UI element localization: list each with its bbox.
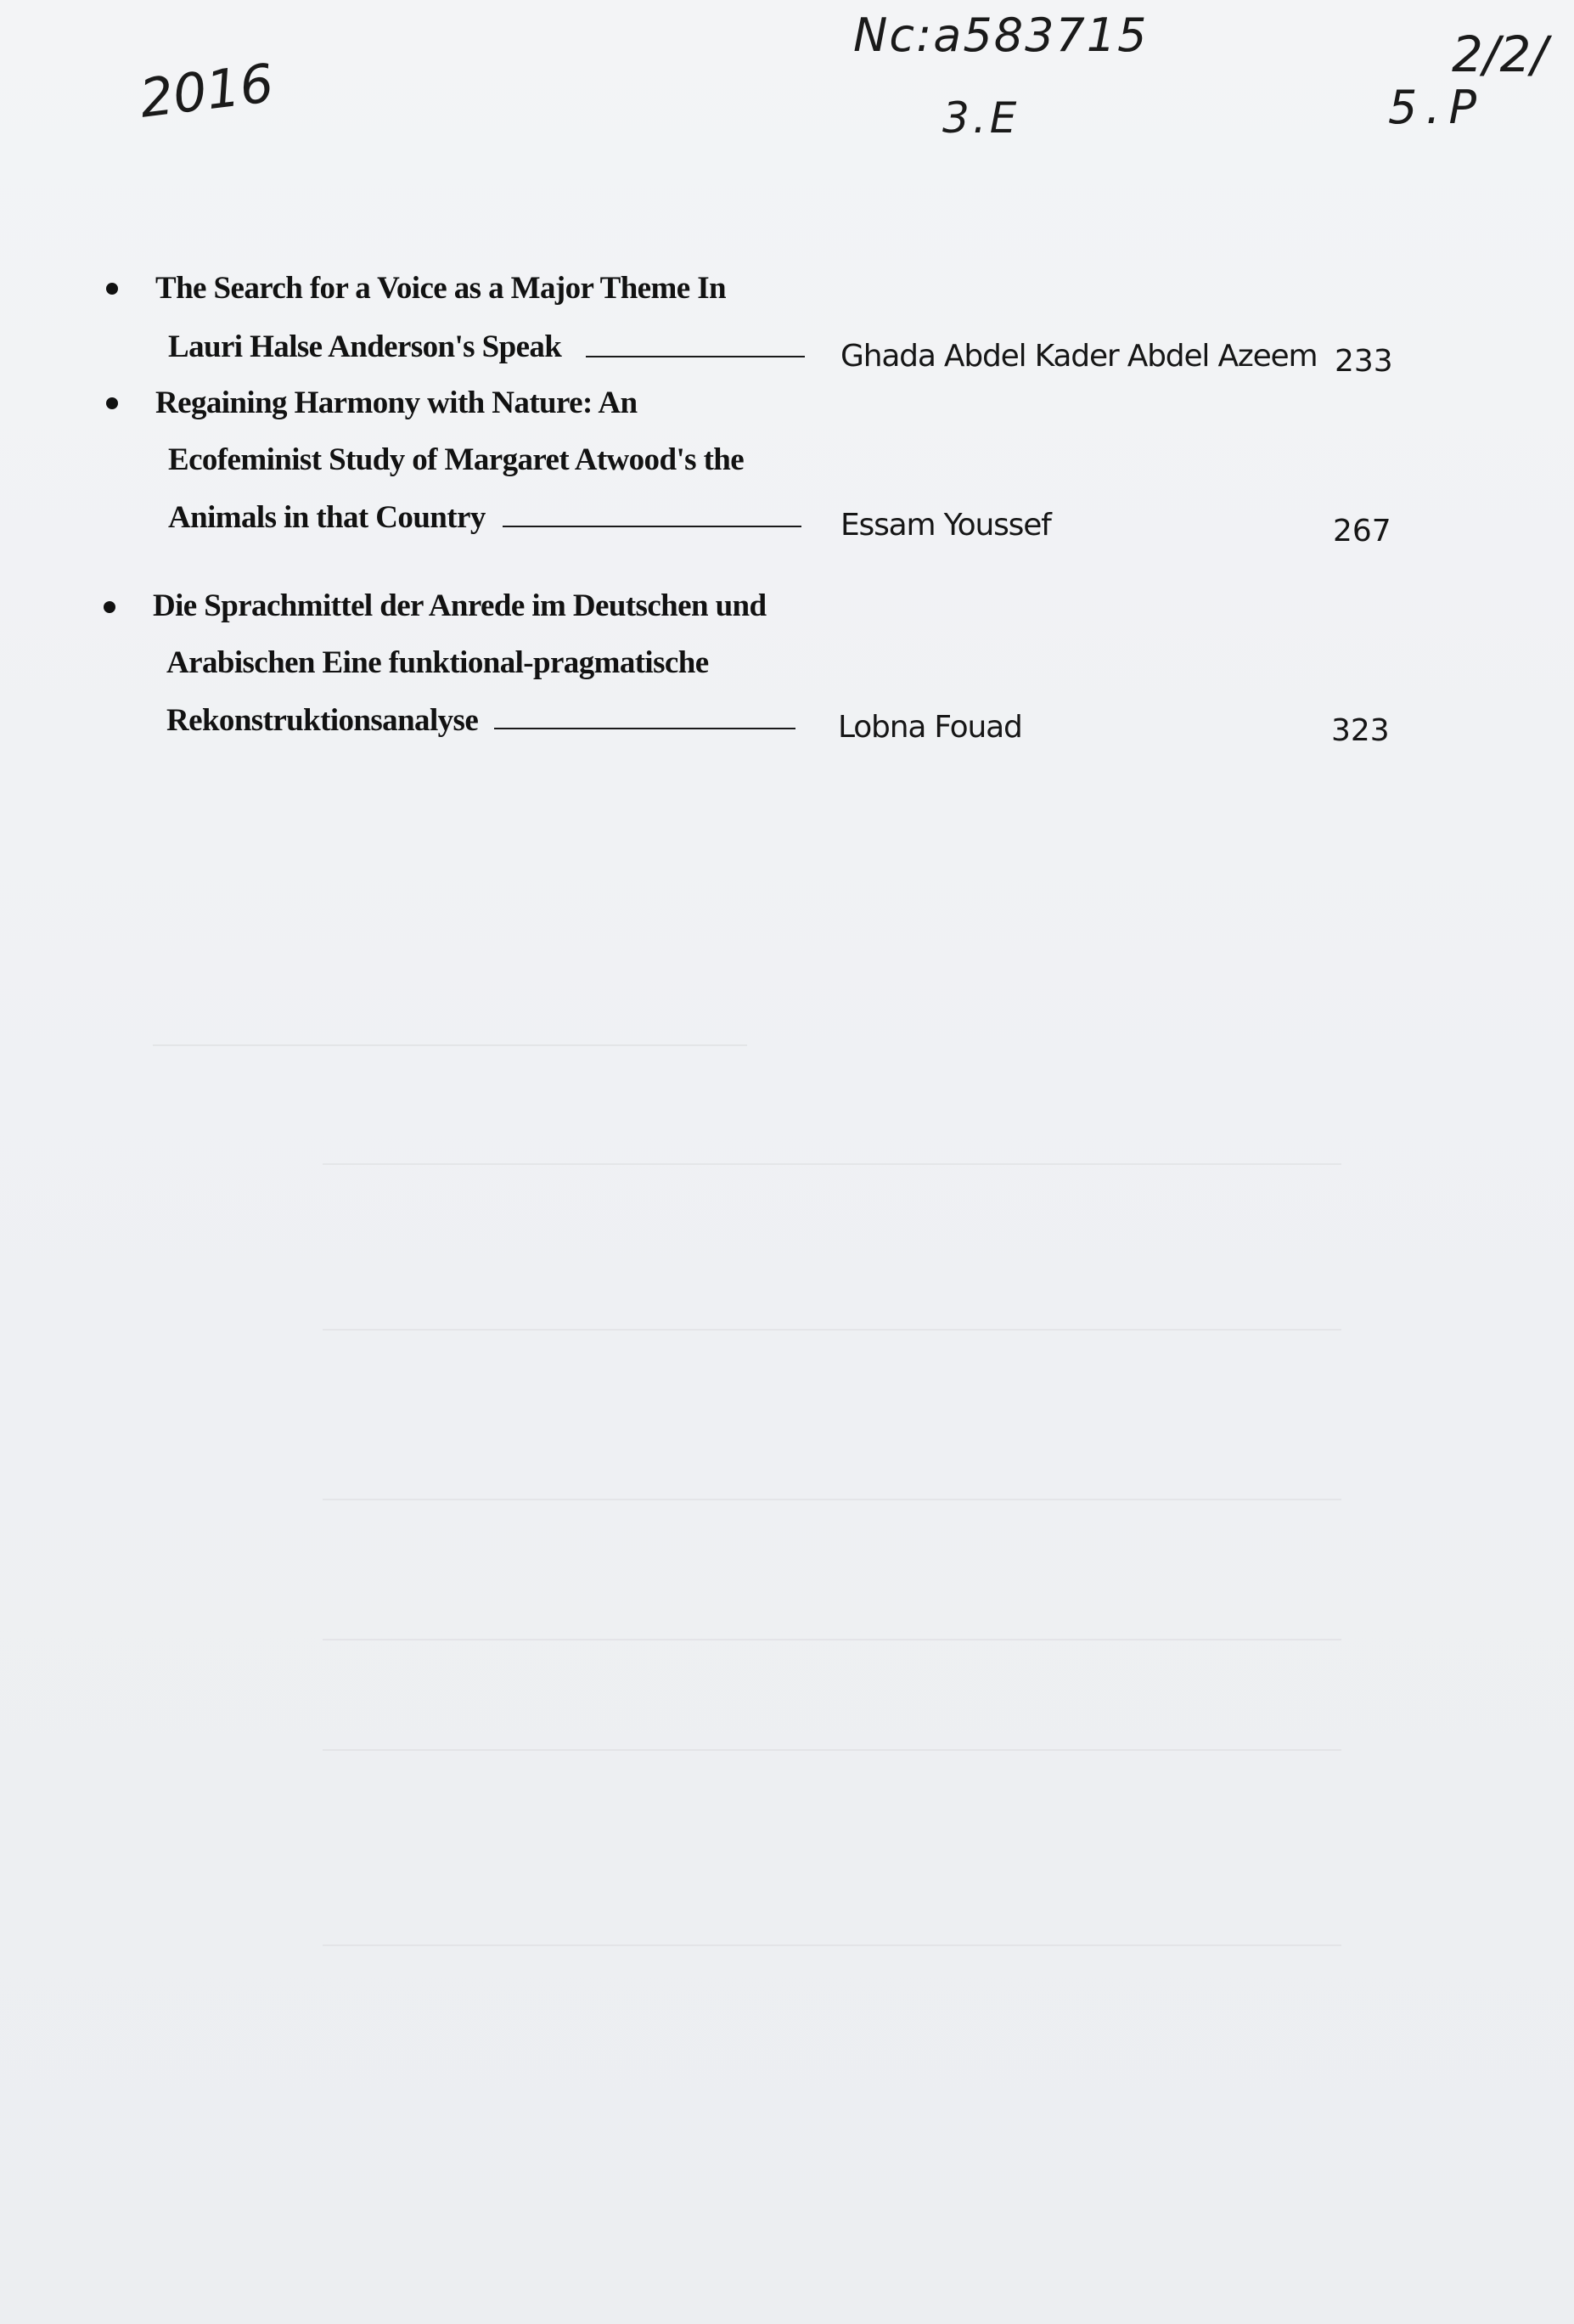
entry-title-line: Ecofeminist Study of Margaret Atwood's the [168,442,745,477]
entry-title-line: Lauri Halse Anderson's Speak [168,329,562,364]
entry-author: Lobna Fouad [838,710,1022,745]
handwritten-shelf-mark: 5.P [1388,81,1486,134]
leader-line [503,526,801,527]
entry-page-number: 233 [1335,344,1393,379]
entry-title-line: Arabischen Eine funktional-pragmatische [166,645,709,680]
leader-line [586,356,805,357]
entry-page-number: 267 [1333,514,1391,549]
bullet-icon [106,283,118,295]
handwritten-classification: 3.E [942,93,1020,143]
entry-title-line: The Search for a Voice as a Major Theme In [155,271,726,306]
handwritten-year: 2016 [136,52,278,130]
entry-page-number: 323 [1331,713,1390,748]
bullet-icon [106,397,118,409]
entry-author: Ghada Abdel Kader Abdel Azeem [840,339,1318,374]
entry-title-line: Animals in that Country [168,500,486,535]
entry-title-line: Rekonstruktionsanalyse [166,703,479,738]
entry-title-line: Die Sprachmittel der Anrede im Deutschen und [153,588,767,623]
leader-line [494,728,795,729]
handwritten-date-mark: 2/2/ [1452,25,1548,83]
handwritten-call-number: Nc:a583715 [853,8,1149,62]
show-through-texture [153,1044,1426,2021]
entry-author: Essam Youssef [840,508,1051,543]
entry-title-line: Regaining Harmony with Nature: An [155,385,638,420]
bullet-icon [104,601,115,613]
